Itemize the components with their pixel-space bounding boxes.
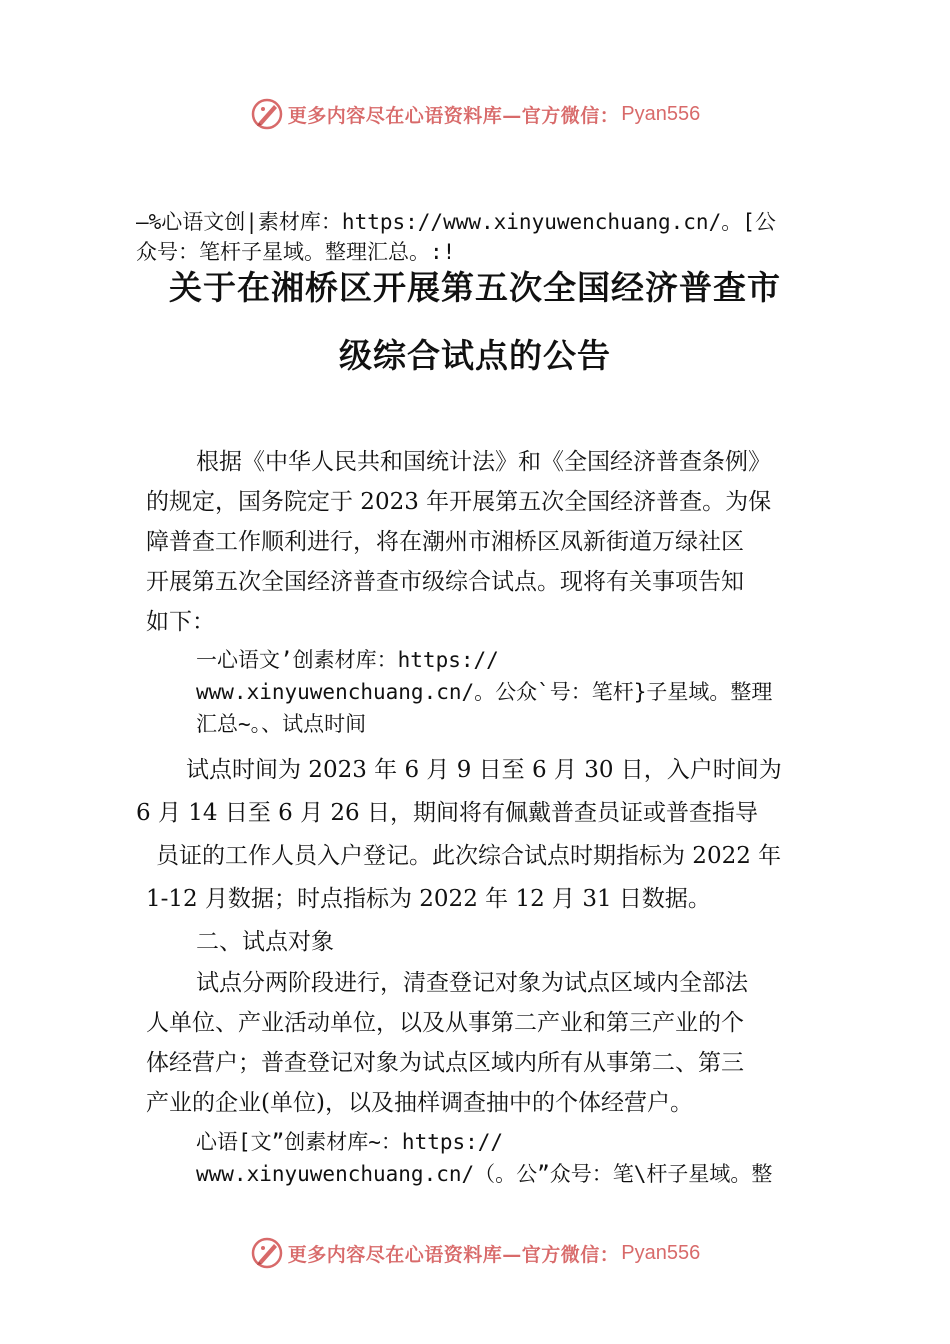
section1-line-2: 6 月 14 日至 6 月 26 日，期间将有佩戴普查员证或普查指导 <box>136 800 758 826</box>
section2-heading: 二、试点对象 <box>196 929 334 955</box>
banner-wechat-id: Pyan556 <box>621 1241 701 1264</box>
header-banner <box>0 92 950 136</box>
section2-line-4: 产业的企业(单位)，以及抽样调查抽中的个体经营户。 <box>146 1090 693 1116</box>
section1-line-1: 试点时间为 2023 年 6 月 9 日至 6 月 30 日，入户时间为 <box>186 757 782 783</box>
ad-mid-line-3: 汇总~。、试点时间 <box>196 712 367 736</box>
page-title-line-2: 级综合试点的公告 <box>339 336 611 375</box>
section2-line-3: 体经营户；普查登记对象为试点区域内所有从事第二、第三 <box>146 1050 744 1076</box>
banner-text: 更多内容尽在心语资料库—官方微信： <box>287 104 620 127</box>
pen-logo-icon <box>250 97 284 131</box>
section2-line-2: 人单位、产业活动单位，以及从事第二产业和第三产业的个 <box>146 1010 744 1036</box>
ad-mid-line-2: www.xinyuwenchuang.cn/。公众`号：笔杆}子星域。整理 <box>196 680 773 704</box>
ad-bottom-line-2: www.xinyuwenchuang.cn/（。公”众号：笔\杆子星域。整 <box>196 1162 773 1186</box>
ad-bottom-line-1: 心语[文”创素材库~：https:// <box>196 1130 504 1154</box>
footer-banner <box>0 1231 950 1275</box>
ad-mid-line-1: 一心语文’创素材库：https:// <box>196 648 499 672</box>
ad-top-line-2: 众号：笔杆子星域。整理汇总。:! <box>136 240 456 264</box>
section1-line-3: 员证的工作人员入户登记。此次综合试点时期指标为 2022 年 <box>156 843 782 869</box>
intro-line-2: 的规定，国务院定于 2023 年开展第五次全国经济普查。为保 <box>146 489 772 515</box>
section1-line-4: 1-12 月数据；时点指标为 2022 年 12 月 31 日数据。 <box>146 886 711 912</box>
banner-text: 更多内容尽在心语资料库—官方微信： <box>287 1243 620 1266</box>
ad-top-line-1: —%心语文创|素材库：https://www.xinyuwenchuang.cn/。[公 <box>136 210 776 234</box>
pen-logo-icon <box>250 1236 284 1270</box>
intro-line-1: 根据《中华人民共和国统计法》和《全国经济普查条例》 <box>196 449 771 475</box>
section2-line-1: 试点分两阶段进行，清查登记对象为试点区域内全部法 <box>196 970 748 996</box>
intro-line-4: 开展第五次全国经济普查市级综合试点。现将有关事项告知 <box>146 569 744 595</box>
page-title-line-1: 关于在湘桥区开展第五次全国经济普查市 <box>169 268 781 307</box>
intro-line-5: 如下： <box>146 609 215 635</box>
intro-line-3: 障普查工作顺利进行，将在潮州市湘桥区凤新街道万绿社区 <box>146 529 744 555</box>
banner-wechat-id: Pyan556 <box>621 102 701 125</box>
